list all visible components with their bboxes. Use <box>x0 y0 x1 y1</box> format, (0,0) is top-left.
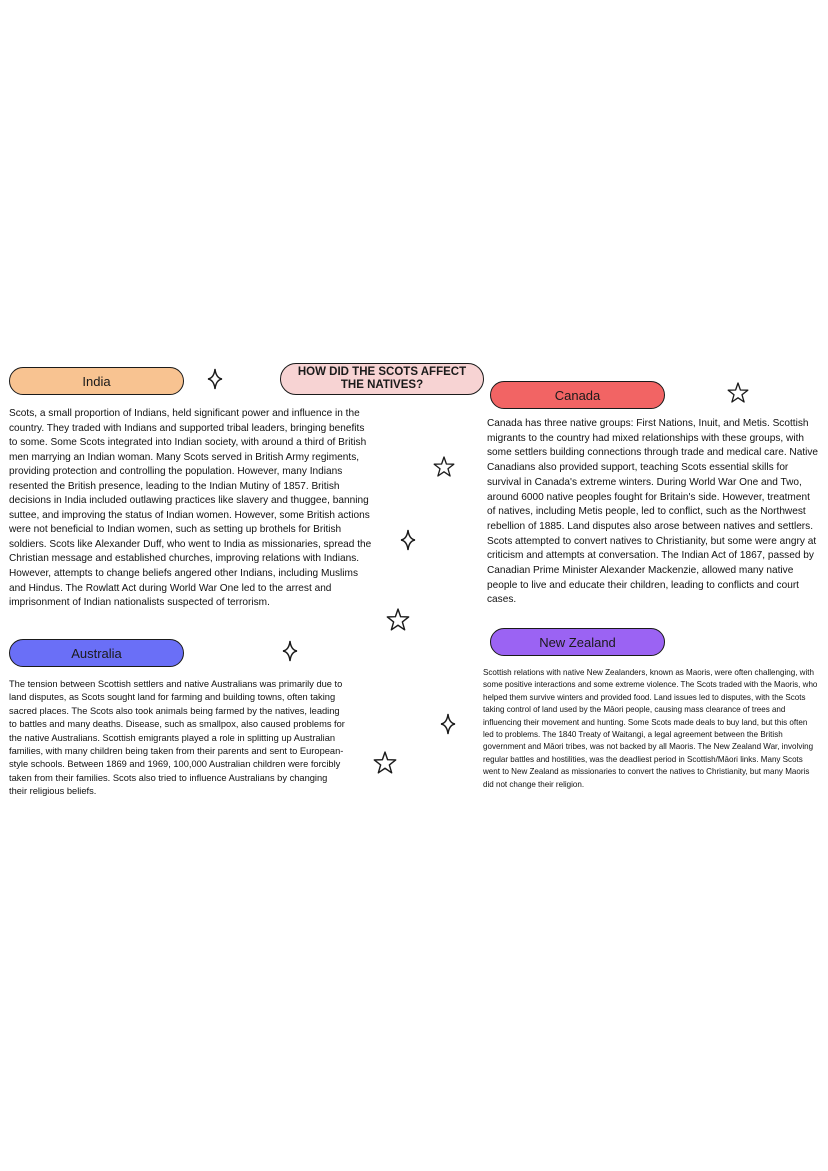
india-heading <box>9 367 184 395</box>
new-zealand-text: Scottish relations with native New Zealanders, known as Maoris, were often challenging, with some positive interactions and some extreme violence. The Scots traded with the Maoris, who helped them survive winters and provided food. Land issues led to disputes, with the Scots taking control of land used by the Māori people, causing mass clearance of trees and influencing their movement and hunting. Some Scots made deals to buy land, but this often led to problems. The 1840 Treaty of Waitangi, a legal agreement between the British government and Māori tribes, was not backed by all Maoris. The New Zealand War, involving regular battles and hostilities, was the deadliest period in Scottish/Māori links. Many Scots went to New Zealand as missionaries to convert the natives to Christianity, but many Maoris did not change their religion. <box>483 668 818 789</box>
sparkle-icon <box>440 713 456 735</box>
australia-text: The tension between Scottish settlers and native Australians was primarily due to land disputes, as Scots sought land for farming and building towns, often taking sacred places. The Scots also took animals being farmed by the natives, leading to battles and many deaths. Disease, such as smallpox, also caused problems for the native Australians. Scottish emigrants played a role in splitting up Australian families, with many children being taken from their parents and sent to European-style schools. Between 1869 and 1969, 100,000 Australian children were forcibly taken from their families. Scots also tried to influence Australians by changing their religious beliefs. <box>9 679 345 797</box>
india-heading-label: India <box>82 373 111 389</box>
star-outline-icon <box>373 751 397 775</box>
sparkle-icon <box>400 529 416 551</box>
sparkle-icon <box>282 640 298 662</box>
australia-heading-label: Australia <box>71 645 122 661</box>
canada-text: Canada has three native groups: First Nations, Inuit, and Metis. Scottish migrants to the country had mixed relationships with these groups, with some settlers building connections through trade and medical care. Native Canadians also provided support, teaching Scots essential skills for survival in Canada's extreme winters. During World War One and Two, around 6000 native peoples fought for Britain's side. However, treatment of natives, including Metis people, led to conflict, such as the Northwest rebellion of 1885. Land disputes also arose between natives and settlers. Scots attempted to convert natives to Christianity, but some were angry at criticism and attempts at conversation. The Indian Act of 1867, passed by Canadian Prime Minister Alexander Mackenzie, allowed many native people to live and educate their children, leading to conflicts and court cases. <box>487 418 819 606</box>
new-zealand-heading <box>490 628 665 656</box>
page-title: HOW DID THE SCOTS AFFECT THE NATIVES? <box>280 363 484 395</box>
india-text: Scots, a small proportion of Indians, held significant power and influence in the country. They traded with Indians and supported tribal leaders, bringing benefits to some. Some Scots integrated into Indian society, with around a third of British men marrying an Indian woman. Many Scots served in British Army regiments, providing protection and controlling the population. However, many Indians resented the British presence, leading to the Indian Mutiny of 1857. British decisions in India included outlawing practices like slavery and thuggee, banning suttee, and improving the status of Indian women. However, some British actions were not beneficial to Indian women, such as setting up brothels for British soldiers. Scots like Alexander Duff, who went to India as missionaries, spread the Christian message and established churches, improving relations with Indians. However, attempts to change beliefs angered other Indians, including Muslims and Hindus. The Rowlatt Act during World War One led to the arrest and imprisonment of Indian nationalists suspected of terrorism. <box>9 408 372 609</box>
new-zealand-heading-label: New Zealand <box>539 634 616 650</box>
canada-heading-label: Canada <box>554 387 601 403</box>
star-outline-icon <box>386 608 410 632</box>
star-outline-icon <box>727 382 749 404</box>
canada-heading <box>490 381 665 409</box>
sparkle-icon <box>207 368 223 390</box>
star-outline-icon <box>433 456 455 478</box>
australia-heading <box>9 639 184 667</box>
